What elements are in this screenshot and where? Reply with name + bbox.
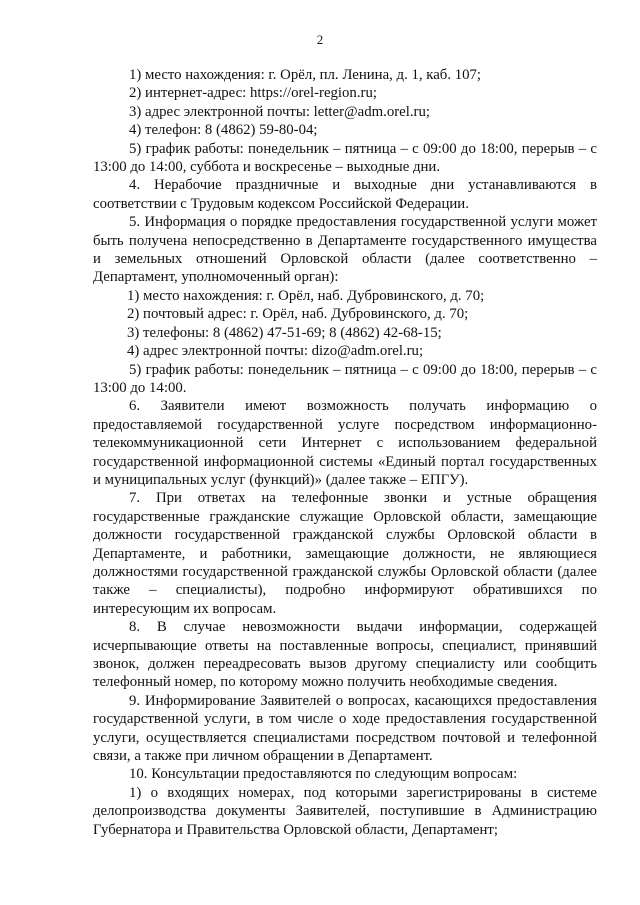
department-location: 1) место нахождения: г. Орёл, наб. Дубровинского, д. 70; [127,287,485,304]
department-phones: 3) телефоны: 8 (4862) 47-51-69; 8 (4862) 42-68-15; [127,324,442,341]
contact-website: 2) интернет-адрес: https://orel-region.ru; [129,85,377,102]
department-schedule: 5) график работы: понедельник – пятница – с 09:00 до 18:00, перерыв – с 13:00 до 14:00. [93,361,597,396]
paragraph-5: 5. Информация о порядке предоставления государственной услуги может быть получена непосредственно в Департаменте государственного имущества и земельных отношений Орловской области (далее соответственно – Департамент, уполномоченный орган): [93,214,597,286]
contact-schedule: 5) график работы: понедельник – пятница – с 09:00 до 18:00, перерыв – с 13:00 до 14:00, суббота и воскресенье – выходные дни. [93,140,597,176]
department-postal-address: 2) почтовый адрес: г. Орёл, наб. Дубровинского, д. 70; [127,306,469,323]
page-number: 2 [316,32,324,47]
department-email: 4) адрес электронной почты: dizo@adm.orel.ru; [127,343,424,360]
paragraph-10-item-1: 1) о входящих номерах, под которыми зарегистрированы в системе делопроизводства документы Заявителей, поступившие в Администрацию Губернатора и Правительства Орловской области, Департамент; [93,784,597,838]
document-body [93,66,597,839]
paragraph-6: 6. Заявители имеют возможность получать информацию о предоставляемой государственной услуге посредством информационно-телекоммуникационной сети Интернет с использованием федеральной государственной информационной системы «Единый портал государственных и муниципальных услуг (функций)» (далее также – ЕПГУ). [93,398,597,488]
contact-location: 1) место нахождения: г. Орёл, пл. Ленина, д. 1, каб. 107; [129,67,482,83]
contact-email: 3) адрес электронной почты: letter@adm.orel.ru; [129,103,430,120]
paragraph-9: 9. Информирование Заявителей о вопросах, касающихся предоставления государственной услуги, в том числе о ходе предоставления государственной услуги, осуществляется специалистами посредством почтовой и телефонной связи, а также при личном обращении в Департамент. [93,692,597,765]
contact-phone: 4) телефон: 8 (4862) 59-80-04; [129,122,318,139]
paragraph-4: 4. Нерабочие праздничные и выходные дни устанавливаются в соответствии с Трудовым кодексом Российской Федерации. [93,177,597,212]
paragraph-10: 10. Консультации предоставляются по следующим вопросам: [129,766,518,783]
paragraph-7: 7. При ответах на телефонные звонки и устные обращения государственные гражданские служащие Орловской области, замещающие должности государственной гражданской службы Орловской области в Департаменте, и работники, замещающие должности, не являющиеся должностями государственной гражданской службы Орловской области (далее также – специалисты), подробно информируют обратившихся по интересующим их вопросам. [93,490,597,617]
paragraph-8: 8. В случае невозможности выдачи информации, содержащей исчерпывающие ответы на поставленные вопросы, специалист, принявший звонок, должен переадресовать вызов другому специалисту или сообщить телефонный номер, по которому можно получить необходимые сведения. [93,619,597,691]
